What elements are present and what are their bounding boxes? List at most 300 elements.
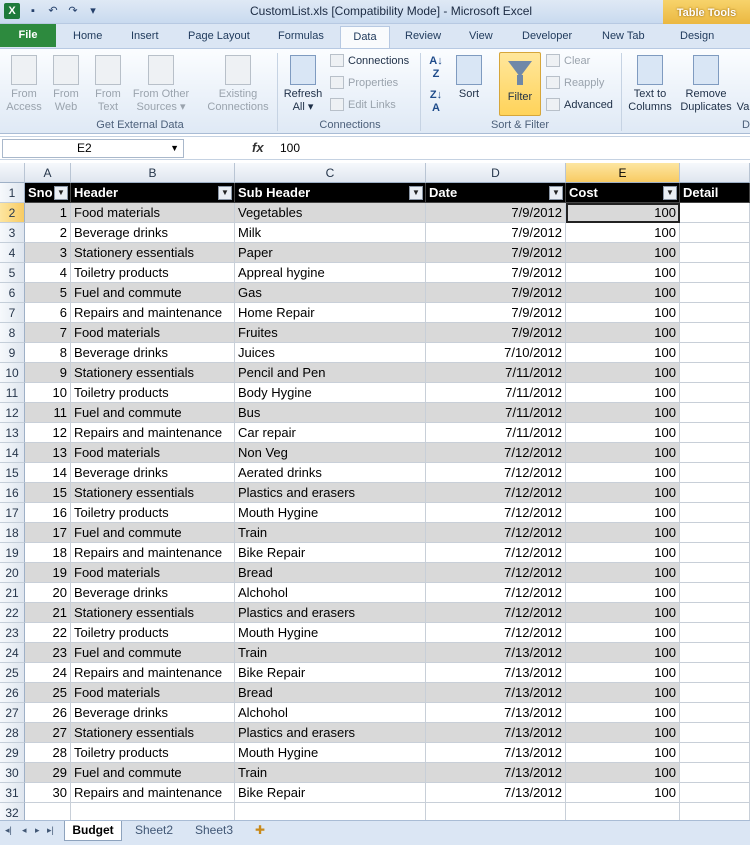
table-cell[interactable]: 8	[25, 343, 71, 363]
table-cell[interactable]: 100	[566, 543, 680, 563]
table-cell[interactable]	[680, 383, 750, 403]
table-cell[interactable]: 7/12/2012	[426, 563, 566, 583]
table-row	[25, 623, 750, 643]
table-cell[interactable]: Fruites	[235, 323, 426, 343]
table-cell[interactable]: Fuel and commute	[71, 763, 235, 783]
table-cell[interactable]: 7/12/2012	[426, 483, 566, 503]
table-cell[interactable]: 7/13/2012	[426, 783, 566, 803]
table-row	[25, 483, 750, 503]
table-cell[interactable]: 23	[25, 643, 71, 663]
table-cell[interactable]: 16	[25, 503, 71, 523]
table-cell[interactable]: 7	[25, 323, 71, 343]
table-cell[interactable]	[680, 343, 750, 363]
row-header[interactable]: 11	[0, 383, 25, 403]
table-cell[interactable]	[680, 243, 750, 263]
window-title: CustomList.xls [Compatibility Mode] - Microsoft Excel	[250, 4, 533, 18]
table-cell[interactable]: 100	[566, 663, 680, 683]
table-cell[interactable]	[680, 603, 750, 623]
table-cell[interactable]: 18	[25, 543, 71, 563]
table-cell[interactable]: Non Veg	[235, 443, 426, 463]
table-cell[interactable]: 7/12/2012	[426, 603, 566, 623]
table-cell[interactable]: 3	[25, 243, 71, 263]
table-cell[interactable]: 7/11/2012	[426, 363, 566, 383]
table-cell[interactable]	[680, 423, 750, 443]
table-cell[interactable]: 100	[566, 723, 680, 743]
table-cell[interactable]: Food materials	[71, 683, 235, 703]
filter-dropdown-icon[interactable]: ▼	[409, 186, 423, 200]
table-cell[interactable]: Repairs and maintenance	[71, 783, 235, 803]
table-cell[interactable]: 100	[566, 223, 680, 243]
table-cell[interactable]: 7/12/2012	[426, 523, 566, 543]
row-header[interactable]: 3	[0, 223, 25, 243]
table-cell[interactable]	[680, 783, 750, 803]
table-cell[interactable]: Food materials	[71, 443, 235, 463]
table-cell[interactable]	[680, 303, 750, 323]
table-cell[interactable]: 2	[25, 223, 71, 243]
table-cell[interactable]: Beverage drinks	[71, 463, 235, 483]
table-cell[interactable]	[680, 743, 750, 763]
table-cell[interactable]: Body Hygine	[235, 383, 426, 403]
table-cell[interactable]: Bread	[235, 563, 426, 583]
row-header[interactable]: 30	[0, 763, 25, 783]
row-header[interactable]: 15	[0, 463, 25, 483]
table-cell[interactable]: 22	[25, 623, 71, 643]
table-cell[interactable]: Stationery essentials	[71, 723, 235, 743]
table-cell[interactable]	[680, 543, 750, 563]
tab-home[interactable]: Home	[73, 30, 103, 42]
table-row	[25, 683, 750, 703]
row-header[interactable]: 23	[0, 623, 25, 643]
table-cell[interactable]: 30	[25, 783, 71, 803]
tab-design[interactable]: Design	[680, 30, 715, 42]
table-cell[interactable]	[680, 723, 750, 743]
table-cell[interactable]: Fuel and commute	[71, 643, 235, 663]
table-cell[interactable]	[680, 623, 750, 643]
table-cell[interactable]: Aerated drinks	[235, 463, 426, 483]
row-header[interactable]: 28	[0, 723, 25, 743]
row-header[interactable]: 22	[0, 603, 25, 623]
table-cell[interactable]: Beverage drinks	[71, 223, 235, 243]
clear-button[interactable]: Clear	[546, 54, 590, 67]
table-cell[interactable]: 5	[25, 283, 71, 303]
filter-dropdown-icon[interactable]: ▼	[549, 186, 563, 200]
table-cell[interactable]: Mouth Hygine	[235, 503, 426, 523]
column-title[interactable]: Detail	[680, 183, 750, 203]
table-cell[interactable]: 100	[566, 683, 680, 703]
table-cell[interactable]	[680, 283, 750, 303]
first-sheet-icon[interactable]: ◂|	[5, 825, 12, 835]
last-sheet-icon[interactable]: ▸|	[47, 825, 54, 835]
table-cell[interactable]: Beverage drinks	[71, 703, 235, 723]
title-bar	[0, 0, 750, 24]
table-cell[interactable]	[680, 263, 750, 283]
table-cell[interactable]: Toiletry products	[71, 743, 235, 763]
remove-duplicates-button[interactable]: Remove Duplicates	[677, 51, 735, 114]
sort-a-to-z-button[interactable]: A↓ Z	[429, 55, 443, 80]
table-cell[interactable]: 10	[25, 383, 71, 403]
table-cell[interactable]: Repairs and maintenance	[71, 423, 235, 443]
table-cell[interactable]: Car repair	[235, 423, 426, 443]
reapply-icon	[546, 76, 560, 89]
row-header[interactable]: 9	[0, 343, 25, 363]
table-cell[interactable]: Beverage drinks	[71, 583, 235, 603]
table-cell[interactable]: 7/9/2012	[426, 203, 566, 223]
table-cell[interactable]: Toiletry products	[71, 383, 235, 403]
table-cell[interactable]: 17	[25, 523, 71, 543]
table-cell[interactable]: Alchohol	[235, 703, 426, 723]
table-cell[interactable]: 7/13/2012	[426, 723, 566, 743]
table-cell[interactable]: Stationery essentials	[71, 243, 235, 263]
table-cell[interactable]: 7/9/2012	[426, 243, 566, 263]
table-cell[interactable]	[680, 763, 750, 783]
table-cell[interactable]: 100	[566, 583, 680, 603]
table-cell[interactable]	[680, 483, 750, 503]
row-header[interactable]: 17	[0, 503, 25, 523]
table-cell[interactable]: 100	[566, 603, 680, 623]
table-cell[interactable]: 100	[566, 703, 680, 723]
table-cell[interactable]: 100	[566, 263, 680, 283]
insert-sheet-icon[interactable]: ✚	[255, 823, 266, 837]
table-cell[interactable]: Alchohol	[235, 583, 426, 603]
table-cell[interactable]	[680, 643, 750, 663]
table-cell[interactable]: 28	[25, 743, 71, 763]
table-cell[interactable]	[680, 443, 750, 463]
table-cell[interactable]: Plastics and erasers	[235, 483, 426, 503]
table-cell[interactable]: Food materials	[71, 563, 235, 583]
table-cell[interactable]: Repairs and maintenance	[71, 303, 235, 323]
table-cell[interactable]: Repairs and maintenance	[71, 543, 235, 563]
table-cell[interactable]: 7/9/2012	[426, 323, 566, 343]
column-header-b[interactable]: B	[71, 163, 235, 183]
row-header[interactable]: 29	[0, 743, 25, 763]
edit-links-button[interactable]: Edit Links	[330, 98, 396, 111]
table-cell[interactable]: Juices	[235, 343, 426, 363]
filter-dropdown-icon[interactable]: ▼	[54, 186, 68, 200]
table-cell[interactable]: Home Repair	[235, 303, 426, 323]
table-cell[interactable]: Fuel and commute	[71, 523, 235, 543]
row-header[interactable]: 25	[0, 663, 25, 683]
table-row	[25, 763, 750, 783]
table-cell[interactable]: Fuel and commute	[71, 403, 235, 423]
table-cell[interactable]: 7/11/2012	[426, 403, 566, 423]
table-row	[25, 503, 750, 523]
table-cell[interactable]	[680, 683, 750, 703]
table-cell[interactable]: Paper	[235, 243, 426, 263]
table-cell[interactable]: 7/10/2012	[426, 343, 566, 363]
table-cell[interactable]: Train	[235, 763, 426, 783]
table-cell[interactable]: 6	[25, 303, 71, 323]
table-cell[interactable]: 7/13/2012	[426, 683, 566, 703]
sheet-tab-budget[interactable]: Budget	[64, 821, 122, 841]
table-cell[interactable]: Toiletry products	[71, 503, 235, 523]
table-cell[interactable]: 15	[25, 483, 71, 503]
formula-input[interactable]: 100	[280, 141, 301, 155]
table-cell[interactable]: Stationery essentials	[71, 603, 235, 623]
table-cell[interactable]: Stationery essentials	[71, 363, 235, 383]
table-cell[interactable]: Bike Repair	[235, 783, 426, 803]
table-cell[interactable]: Pencil and Pen	[235, 363, 426, 383]
table-cell[interactable]	[680, 463, 750, 483]
row-header[interactable]: 6	[0, 283, 25, 303]
tab-page-layout[interactable]: Page Layout	[188, 30, 250, 42]
existing-connections-button[interactable]: Existing Connections	[204, 51, 272, 114]
row-header[interactable]: 14	[0, 443, 25, 463]
table-cell[interactable]: 19	[25, 563, 71, 583]
table-cell[interactable]: 14	[25, 463, 71, 483]
table-cell[interactable]	[680, 203, 750, 223]
table-cell[interactable]: 20	[25, 583, 71, 603]
row-header[interactable]: 10	[0, 363, 25, 383]
table-cell[interactable]: Appreal hygine	[235, 263, 426, 283]
table-row	[25, 443, 750, 463]
table-cell[interactable]: Train	[235, 643, 426, 663]
table-cell[interactable]	[680, 523, 750, 543]
table-cell[interactable]: Vegetables	[235, 203, 426, 223]
row-header[interactable]: 5	[0, 263, 25, 283]
table-cell[interactable]: 11	[25, 403, 71, 423]
undo-icon[interactable]: ↶	[48, 5, 58, 17]
table-cell[interactable]: 100	[566, 343, 680, 363]
row-header[interactable]: 13	[0, 423, 25, 443]
table-cell[interactable]	[680, 583, 750, 603]
row-header[interactable]: 12	[0, 403, 25, 423]
table-cell[interactable]	[680, 403, 750, 423]
redo-icon[interactable]: ↷	[68, 5, 78, 17]
properties-icon	[330, 76, 344, 89]
table-row	[25, 423, 750, 443]
table-cell[interactable]: 24	[25, 663, 71, 683]
table-cell[interactable]: 7/12/2012	[426, 623, 566, 643]
row-header[interactable]: 26	[0, 683, 25, 703]
table-cell[interactable]: 100	[566, 443, 680, 463]
table-cell[interactable]: Toiletry products	[71, 263, 235, 283]
row-header[interactable]: 2	[0, 203, 25, 223]
select-all-corner[interactable]	[0, 163, 25, 183]
excel-logo-icon[interactable]: X	[4, 3, 20, 19]
table-cell[interactable]: 7/9/2012	[426, 223, 566, 243]
table-cell[interactable]: 7/13/2012	[426, 703, 566, 723]
column-header-c[interactable]: C	[235, 163, 426, 183]
table-cell[interactable]: 7/11/2012	[426, 423, 566, 443]
edit-links-icon	[330, 98, 344, 111]
tab-data[interactable]: Data	[340, 26, 390, 49]
table-cell[interactable]: 7/12/2012	[426, 583, 566, 603]
table-cell[interactable]: 7/13/2012	[426, 743, 566, 763]
table-cell[interactable]: 7/9/2012	[426, 283, 566, 303]
data-validation-button[interactable]: Va	[736, 101, 750, 113]
table-cell[interactable]: 100	[566, 763, 680, 783]
row-header[interactable]: 8	[0, 323, 25, 343]
table-cell[interactable]: 9	[25, 363, 71, 383]
table-cell[interactable]: 7/9/2012	[426, 263, 566, 283]
properties-button[interactable]: Properties	[330, 76, 398, 89]
table-cell[interactable]: 4	[25, 263, 71, 283]
table-cell[interactable]: Bike Repair	[235, 543, 426, 563]
table-cell[interactable]: 100	[566, 383, 680, 403]
advanced-filter-button[interactable]: Advanced	[546, 98, 613, 111]
table-cell[interactable]: Toiletry products	[71, 623, 235, 643]
filter-dropdown-icon[interactable]: ▼	[663, 186, 677, 200]
table-cell[interactable]: 26	[25, 703, 71, 723]
name-box[interactable]: E2 ▼	[2, 139, 184, 158]
table-cell[interactable]	[680, 663, 750, 683]
row-header[interactable]: 20	[0, 563, 25, 583]
table-cell[interactable]	[680, 563, 750, 583]
row-header[interactable]: 21	[0, 583, 25, 603]
table-cell[interactable]: 21	[25, 603, 71, 623]
column-header-d[interactable]: D	[426, 163, 566, 183]
insert-function-icon[interactable]: fx	[252, 140, 264, 155]
next-sheet-icon[interactable]: ▸	[35, 825, 40, 835]
table-cell[interactable]: 100	[566, 623, 680, 643]
table-cell[interactable]: Bus	[235, 403, 426, 423]
table-cell[interactable]: Food materials	[71, 203, 235, 223]
filter-dropdown-icon[interactable]: ▼	[218, 186, 232, 200]
tab-view[interactable]: View	[469, 30, 493, 42]
column-title[interactable]: Date ▼	[426, 183, 566, 203]
table-cell[interactable]: 7/12/2012	[426, 503, 566, 523]
table-cell[interactable]: 13	[25, 443, 71, 463]
column-title[interactable]: Sno ▼	[25, 183, 71, 203]
tab-file[interactable]: File	[0, 24, 56, 47]
from-text-button[interactable]: From Text	[88, 51, 128, 114]
table-cell[interactable]: 100	[566, 283, 680, 303]
save-icon[interactable]: ▪	[31, 5, 35, 17]
table-cell[interactable]: 100	[566, 463, 680, 483]
table-cell[interactable]: 100	[566, 243, 680, 263]
table-cell[interactable]: Train	[235, 523, 426, 543]
table-cell[interactable]: 100	[566, 423, 680, 443]
contextual-tab-group-label: Table Tools	[663, 0, 750, 27]
row-header[interactable]: 18	[0, 523, 25, 543]
row-header[interactable]: 7	[0, 303, 25, 323]
tab-review[interactable]: Review	[405, 30, 442, 42]
tab-insert[interactable]: Insert	[131, 30, 159, 42]
table-cell[interactable]: 27	[25, 723, 71, 743]
column-header-a[interactable]: A	[25, 163, 71, 183]
sort-z-to-a-button[interactable]: Z↓ A	[429, 89, 443, 114]
row-header[interactable]: 4	[0, 243, 25, 263]
table-cell[interactable]: Plastics and erasers	[235, 723, 426, 743]
sheet-tab-sheet2[interactable]: Sheet2	[135, 823, 174, 837]
refresh-all-button[interactable]: Refresh All ▾	[280, 51, 326, 114]
table-cell[interactable]	[680, 703, 750, 723]
reapply-button[interactable]: Reapply	[546, 76, 604, 89]
table-cell[interactable]: 7/13/2012	[426, 763, 566, 783]
row-header[interactable]: 27	[0, 703, 25, 723]
table-cell[interactable]: 7/12/2012	[426, 443, 566, 463]
customize-qat-icon[interactable]: ▾	[90, 5, 96, 17]
clear-filter-icon	[546, 54, 560, 67]
connections-button[interactable]: Connections	[330, 54, 409, 67]
name-box-dropdown-icon[interactable]: ▼	[170, 143, 179, 153]
table-cell[interactable]: 12	[25, 423, 71, 443]
row-header[interactable]: 1	[0, 183, 25, 203]
row-header[interactable]: 32	[0, 803, 25, 823]
table-cell[interactable]: 7/12/2012	[426, 543, 566, 563]
group-label-sort-filter: Sort & Filter	[490, 119, 550, 131]
sheet-tab-sheet3[interactable]: Sheet3	[195, 823, 234, 837]
table-cell[interactable]	[680, 323, 750, 343]
table-cell[interactable]: Food materials	[71, 323, 235, 343]
table-cell[interactable]: 100	[566, 743, 680, 763]
filter-funnel-icon	[508, 61, 532, 77]
table-cell[interactable]: 100	[566, 643, 680, 663]
refresh-icon	[290, 55, 316, 85]
table-cell[interactable]: 100	[566, 483, 680, 503]
table-cell[interactable]: 100	[566, 783, 680, 803]
table-cell[interactable]: Milk	[235, 223, 426, 243]
row-header[interactable]: 19	[0, 543, 25, 563]
table-cell[interactable]: 25	[25, 683, 71, 703]
table-cell[interactable]: Bread	[235, 683, 426, 703]
column-title[interactable]: Header ▼	[71, 183, 235, 203]
table-cell[interactable]: 1	[25, 203, 71, 223]
table-cell[interactable]: 7/9/2012	[426, 303, 566, 323]
table-cell[interactable]: Beverage drinks	[71, 343, 235, 363]
table-cell[interactable]: 100	[566, 563, 680, 583]
tab-developer[interactable]: Developer	[522, 30, 573, 42]
tab-formulas[interactable]: Formulas	[278, 30, 324, 42]
table-cell[interactable]: Bike Repair	[235, 663, 426, 683]
table-cell[interactable]: 100	[566, 523, 680, 543]
table-cell[interactable]: 7/11/2012	[426, 383, 566, 403]
tab-new-tab[interactable]: New Tab	[602, 30, 645, 42]
from-web-button[interactable]: From Web	[46, 51, 86, 114]
table-cell[interactable]: 100	[566, 303, 680, 323]
row-header[interactable]: 16	[0, 483, 25, 503]
from-access-button[interactable]: From Access	[4, 51, 44, 114]
group-label-connections: Connections	[319, 119, 381, 131]
table-cell[interactable]	[680, 223, 750, 243]
table-row	[25, 603, 750, 623]
column-header-e[interactable]: E	[566, 163, 680, 183]
table-cell[interactable]: 7/13/2012	[426, 663, 566, 683]
table-cell[interactable]: Mouth Hygine	[235, 743, 426, 763]
table-cell[interactable]: Gas	[235, 283, 426, 303]
table-cell[interactable]: 100	[566, 403, 680, 423]
sort-icon	[456, 55, 482, 85]
table-cell[interactable]: 100	[566, 323, 680, 343]
from-other-sources-button[interactable]: From Other Sources ▾	[130, 51, 192, 114]
table-cell[interactable]	[680, 503, 750, 523]
table-cell[interactable]: 29	[25, 763, 71, 783]
column-title[interactable]: Cost ▼	[566, 183, 680, 203]
row-header[interactable]: 24	[0, 643, 25, 663]
filter-button[interactable]: Filter	[499, 52, 541, 116]
active-cell[interactable]: 100	[566, 203, 680, 223]
prev-sheet-icon[interactable]: ◂	[22, 825, 27, 835]
table-row	[25, 363, 750, 383]
table-cell[interactable]: Plastics and erasers	[235, 603, 426, 623]
table-cell[interactable]: Fuel and commute	[71, 283, 235, 303]
table-cell[interactable]: 100	[566, 363, 680, 383]
row-header[interactable]: 31	[0, 783, 25, 803]
quick-access-toolbar	[4, 3, 100, 19]
table-cell[interactable]: 7/12/2012	[426, 463, 566, 483]
table-cell[interactable]: Mouth Hygine	[235, 623, 426, 643]
text-file-icon	[95, 55, 121, 85]
column-title[interactable]: Sub Header ▼	[235, 183, 426, 203]
text-to-columns-button[interactable]: Text to Columns	[625, 51, 675, 114]
table-cell[interactable]: 7/13/2012	[426, 643, 566, 663]
table-cell[interactable]: Repairs and maintenance	[71, 663, 235, 683]
table-cell[interactable]: Stationery essentials	[71, 483, 235, 503]
table-cell[interactable]	[680, 363, 750, 383]
column-header-f[interactable]	[680, 163, 750, 183]
table-cell[interactable]: 100	[566, 503, 680, 523]
sort-button[interactable]: Sort	[452, 51, 486, 101]
